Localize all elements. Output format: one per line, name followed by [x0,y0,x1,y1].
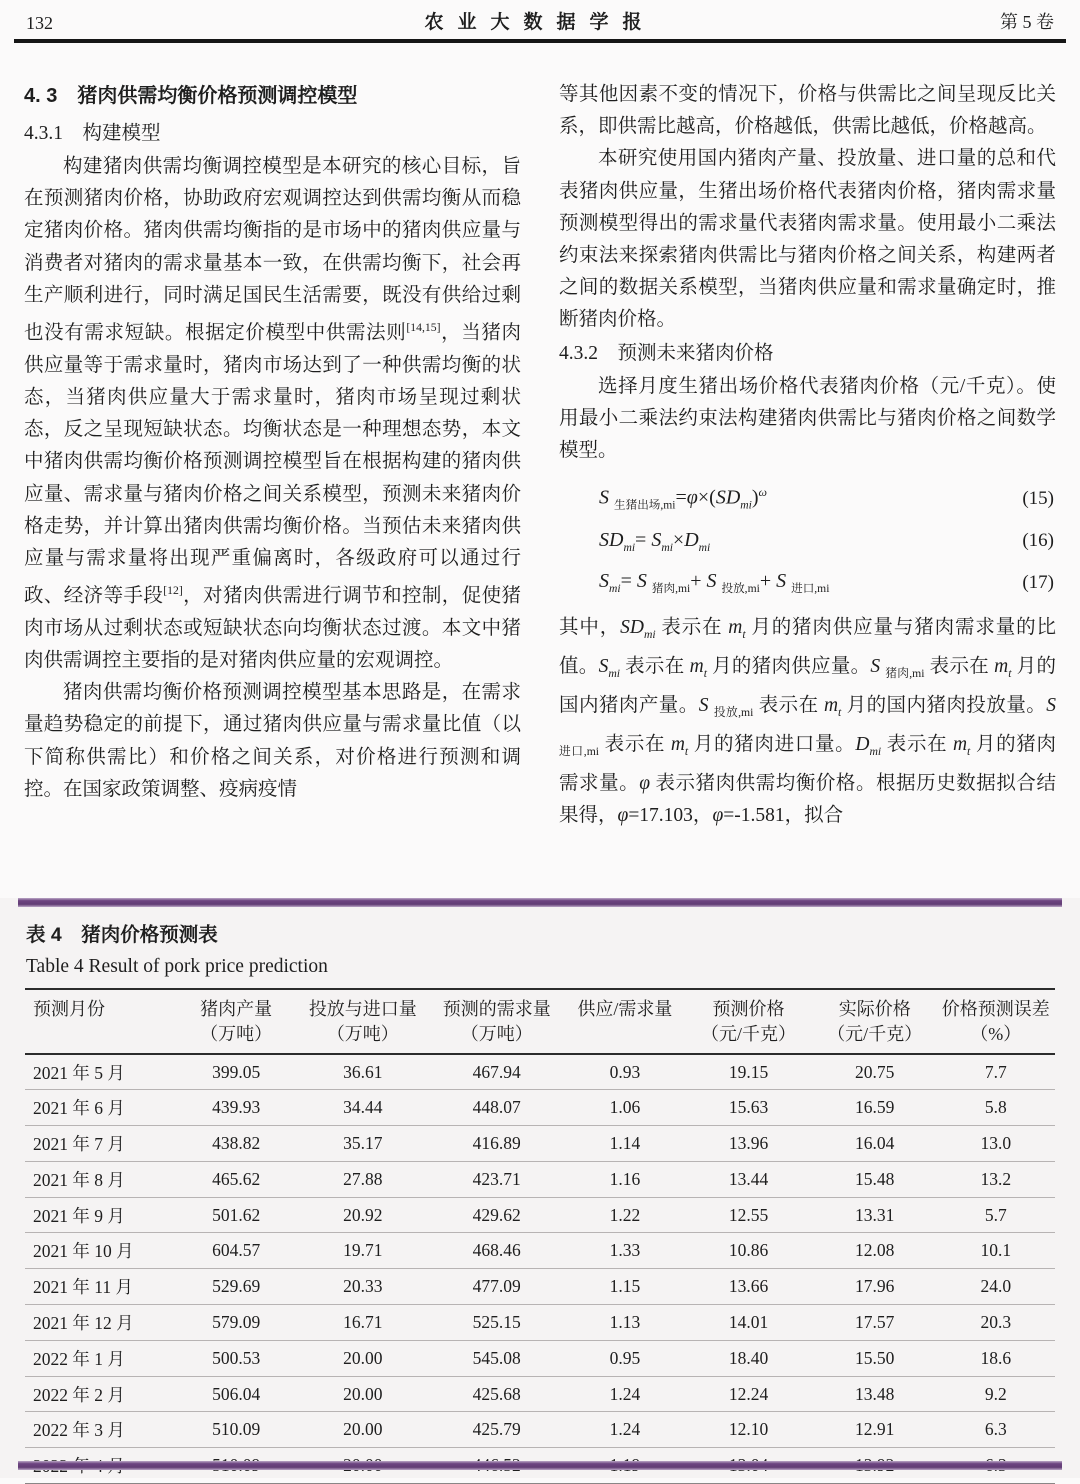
table-cell: 2021 年 12 月 [33,1312,134,1333]
table-cell: 2021 年 9 月 [33,1205,125,1226]
column-header: 预测价格 （元/千克） [701,999,797,1044]
table-cell: 12.24 [728,1383,769,1404]
table-cell: 529.69 [212,1276,261,1297]
table-cell: 1.16 [609,1168,641,1189]
table-row [25,1161,1055,1197]
table-cell: 13.0 [980,1132,1012,1153]
table-cell: 20.00 [343,1419,383,1440]
table-cell: 13.2 [980,1168,1012,1189]
table-cell: 439.93 [212,1097,261,1118]
table-cell: 19.15 [728,1061,769,1082]
table-cell: 20.33 [343,1276,383,1297]
table-cell: 500.53 [212,1347,261,1368]
volume-label: 第 5 卷 [1000,12,1054,32]
table-cell: 416.89 [472,1132,521,1153]
formula-expression: $S_{mi}= S$ $_{猪肉,mi}$+ S $_{投放,mi}$+ S $_{进口,mi}$ [599,569,830,595]
column-header: 预测月份 [33,999,105,1019]
table-cell: 13.48 [855,1383,895,1404]
table-cell: 13.44 [728,1168,769,1189]
left-column [24,79,521,869]
table-cell: 16.04 [855,1132,895,1153]
table-cell: 6.3 [984,1419,1007,1440]
table-cell: 16.59 [855,1097,895,1118]
table-row [25,1233,1055,1269]
table-cell: 18.40 [728,1347,769,1368]
table-cell: 24.0 [980,1276,1012,1297]
table-cell: 13.31 [855,1204,895,1225]
table-cell: 9.2 [984,1383,1007,1404]
table-cell: 34.44 [343,1097,383,1118]
table-cell: 579.09 [212,1311,261,1332]
paragraph: 其中，$SD_{mi}$ 表示在 $m_t$ 月的猪肉供应量与猪肉需求量的比值。$S_{mi}$ 表示在 $m_t$ 月的猪肉供应量。S $_{猪肉,mi}$ 表示在 $m_t$ 月的国内猪肉产量。S $_{投放,mi}$ 表示在 $m_t$ 月的国内猪肉投放量。S $_{进口,mi}$ 表示在 $m_t$ 月的猪肉进口量。$D_{mi}$ 表示在 $m_t$ 月的猪肉需求量。φ 表示猪肉供需均衡价格。根据历史数据拟合结果得，φ=17.103，φ=-1.581，拟合 [559,616,1056,827]
table-cell: 501.62 [212,1204,261,1225]
table-cell: 448.07 [472,1097,521,1118]
table-cell: 18.6 [980,1347,1012,1368]
section-heading-4-3-2: 4.3.2 预测未来猪肉价格 [559,342,774,364]
table-cell: 399.05 [212,1061,261,1082]
formula-block [559,477,1056,604]
table-row [25,1054,1055,1090]
page-number: 132 [26,13,53,33]
table-cell: 12.55 [728,1204,769,1225]
table-cell: 27.88 [343,1168,383,1189]
table-cell: 17.96 [855,1276,895,1297]
table-caption-en: Table 4 Result of pork price prediction [26,956,328,977]
page-header [14,0,1066,43]
table-cell: 2021 年 7 月 [33,1133,125,1154]
table-row [25,1376,1055,1412]
table-row [25,1269,1055,1305]
paragraph: 本研究使用国内猪肉产量、投放量、进口量的总和代表猪肉供应量，生猪出场价格代表猪肉价格，猪肉需求量预测模型得出的需求量代表猪肉需求量。使用最小二乘法约束法来探索猪肉供需比与猪肉价格之间关系，构建两者之间的数据关系模型，当猪肉供应量和需求量确定时，推断猪肉价格。 [559,148,1056,331]
table-row [25,1305,1055,1341]
table-cell: 15.50 [855,1347,895,1368]
table-cell: 20.00 [343,1347,383,1368]
table-cell: 604.57 [212,1240,261,1261]
table-cell: 468.46 [472,1240,521,1261]
table-cell: 10.86 [728,1240,769,1261]
table-cell: 12.10 [728,1419,769,1440]
table-cell: 15.48 [855,1168,895,1189]
table-cell: 1.06 [609,1097,641,1118]
table-header-row [25,989,1055,1054]
table-cell: 477.09 [472,1276,521,1297]
table-cell: 20.3 [980,1311,1012,1332]
table-cell: 2021 年 6 月 [33,1098,125,1119]
table-cell: 12.08 [855,1240,895,1261]
table-cell: 5.7 [984,1204,1007,1225]
table-cell: 15.63 [728,1097,769,1118]
table-cell: 1.22 [609,1204,641,1225]
table-row [25,1126,1055,1162]
column-header: 猪肉产量 （万吨） [200,999,273,1044]
table-cell: 13.96 [728,1132,769,1153]
table-cell: 510.09 [212,1419,261,1440]
table-cell: 0.95 [609,1347,641,1368]
table-cell: 1.24 [609,1383,641,1404]
table-cell: 465.62 [212,1168,261,1189]
table-cell: 2022 年 3 月 [33,1420,125,1441]
formula-number: (15) [1022,488,1054,510]
table-cell: 438.82 [212,1132,261,1153]
paragraph: 等其他因素不变的情况下，价格与供需比之间呈现反比关系，即供需比越高，价格越低，供需比越低，价格越高。 [559,84,1056,138]
table-cell: 35.17 [343,1132,383,1153]
table-cell: 1.15 [609,1276,641,1297]
table-cell: 525.15 [472,1311,521,1332]
table-cell: 1.14 [609,1132,641,1153]
table-cell: 10.1 [980,1240,1012,1261]
table-row [25,1340,1055,1376]
table-cell: 467.94 [472,1061,521,1082]
formula-number: (16) [1022,530,1054,552]
formula-16 [559,521,1056,562]
table-cell: 20.92 [343,1204,383,1225]
paragraph: 猪肉供需均衡价格预测调控模型基本思路是，在需求量趋势稳定的前提下，通过猪肉供应量与需求量比值（以下简称供需比）和价格之间关系，对价格进行预测和调控。在国家政策调整、疫病疫情 [24,682,521,800]
formula-17 [559,562,1056,604]
table-cell: 20.00 [343,1383,383,1404]
section-heading-4-3-1: 4.3.1 构建模型 [24,123,161,144]
table-cell: 506.04 [212,1383,261,1404]
formula-15 [559,477,1056,521]
table-row [25,1197,1055,1233]
table-cell: 1.24 [609,1419,641,1440]
table-cell: 12.91 [855,1419,895,1440]
table-cell: 423.71 [472,1168,521,1189]
article-body [0,43,1080,869]
column-header: 预测的需求量 （万吨） [442,999,551,1044]
table-section [0,898,1080,1478]
table-cell: 425.68 [472,1383,521,1404]
table-cell: 429.62 [472,1204,521,1225]
pork-price-prediction-table [25,988,1055,1484]
table-cell: 545.08 [472,1347,521,1368]
table-cell: 16.71 [343,1311,383,1332]
table-cell: 1.13 [609,1311,641,1332]
section-divider-bottom [18,1461,1062,1470]
table-cell: 2021 年 5 月 [33,1062,125,1083]
paragraph: 构建猪肉供需均衡调控模型是本研究的核心目标，旨在预测猪肉价格，协助政府宏观调控达到供需均衡从而稳定猪肉价格。猪肉供需均衡指的是市场中的猪肉供应量与消费者对猪肉的需求量基本一致，在供需均衡下，社会再生产顺利进行，同时满足国民生活需要，既没有供给过剩也没有需求短缺。根据定价模型中供需法则[14,15]，当猪肉供应量等于需求量时，猪肉市场达到了一种供需均衡的状态，当猪肉供应量大于需求量时，猪肉市场呈现过剩状态，反之呈现短缺状态。均衡状态是一种理想态势，本文中猪肉供需均衡价格预测调控模型旨在根据构建的猪肉供应量、需求量与猪肉价格之间关系模型，预测未来猪肉价格走势，并计算出猪肉供需均衡价格。当预估未来猪肉供应量与需求量将出现严重偏离时，各级政府可以通过行政、经济等手段[12]，对猪肉供需进行调节和控制，促使猪肉市场从过剩状态或短缺状态向均衡状态过渡。本文中猪肉供需调控主要指的是对猪肉供应量的宏观调控。 [24,156,521,672]
table-cell: 2021 年 10 月 [33,1241,134,1262]
table-cell: 13.66 [728,1276,769,1297]
table-cell: 5.8 [984,1097,1007,1118]
table-cell: 17.57 [855,1311,895,1332]
section-divider-top [18,898,1062,907]
column-header: 实际价格 （元/千克） [827,999,923,1044]
table-cell: 36.61 [343,1061,383,1082]
table-cell: 2022 年 2 月 [33,1384,125,1405]
column-header: 供应/需求量 [577,999,673,1019]
table-cell: 14.01 [728,1311,769,1332]
section-heading-4-3: 4. 3 猪肉供需均衡价格预测调控模型 [24,85,358,107]
formula-expression: S $_{生猪出场,mi}=\varphi\times(SD_{mi})^\omega$ [599,485,768,512]
right-column [559,79,1056,869]
table-cell: 2021 年 11 月 [33,1277,133,1298]
column-header: 价格预测误差 （%） [941,999,1050,1044]
table-cell: 19.71 [343,1240,383,1261]
journal-title: 农业大数据学报 [424,12,656,33]
table-cell: 7.7 [984,1061,1007,1082]
formula-number: (17) [1022,571,1054,593]
table-cell: 1.33 [609,1240,641,1261]
table-cell: 2021 年 8 月 [33,1169,125,1190]
table-cell: 20.75 [855,1061,895,1082]
paragraph: 选择月度生猪出场价格代表猪肉价格（元/千克）。使用最小二乘法约束法构建猪肉供需比与猪肉价格之间数学模型。 [559,375,1056,462]
table-row [25,1090,1055,1126]
table-cell: 0.93 [609,1061,641,1082]
table-cell: 425.79 [472,1419,521,1440]
table-caption-cn: 表 4 猪肉价格预测表 [26,924,218,946]
table-row [25,1412,1055,1448]
column-header: 投放与进口量 （万吨） [308,999,417,1044]
formula-expression: $SD_{mi}= S_{mi}\times D_{mi}$ [599,528,711,554]
table-cell: 2022 年 1 月 [33,1348,125,1369]
